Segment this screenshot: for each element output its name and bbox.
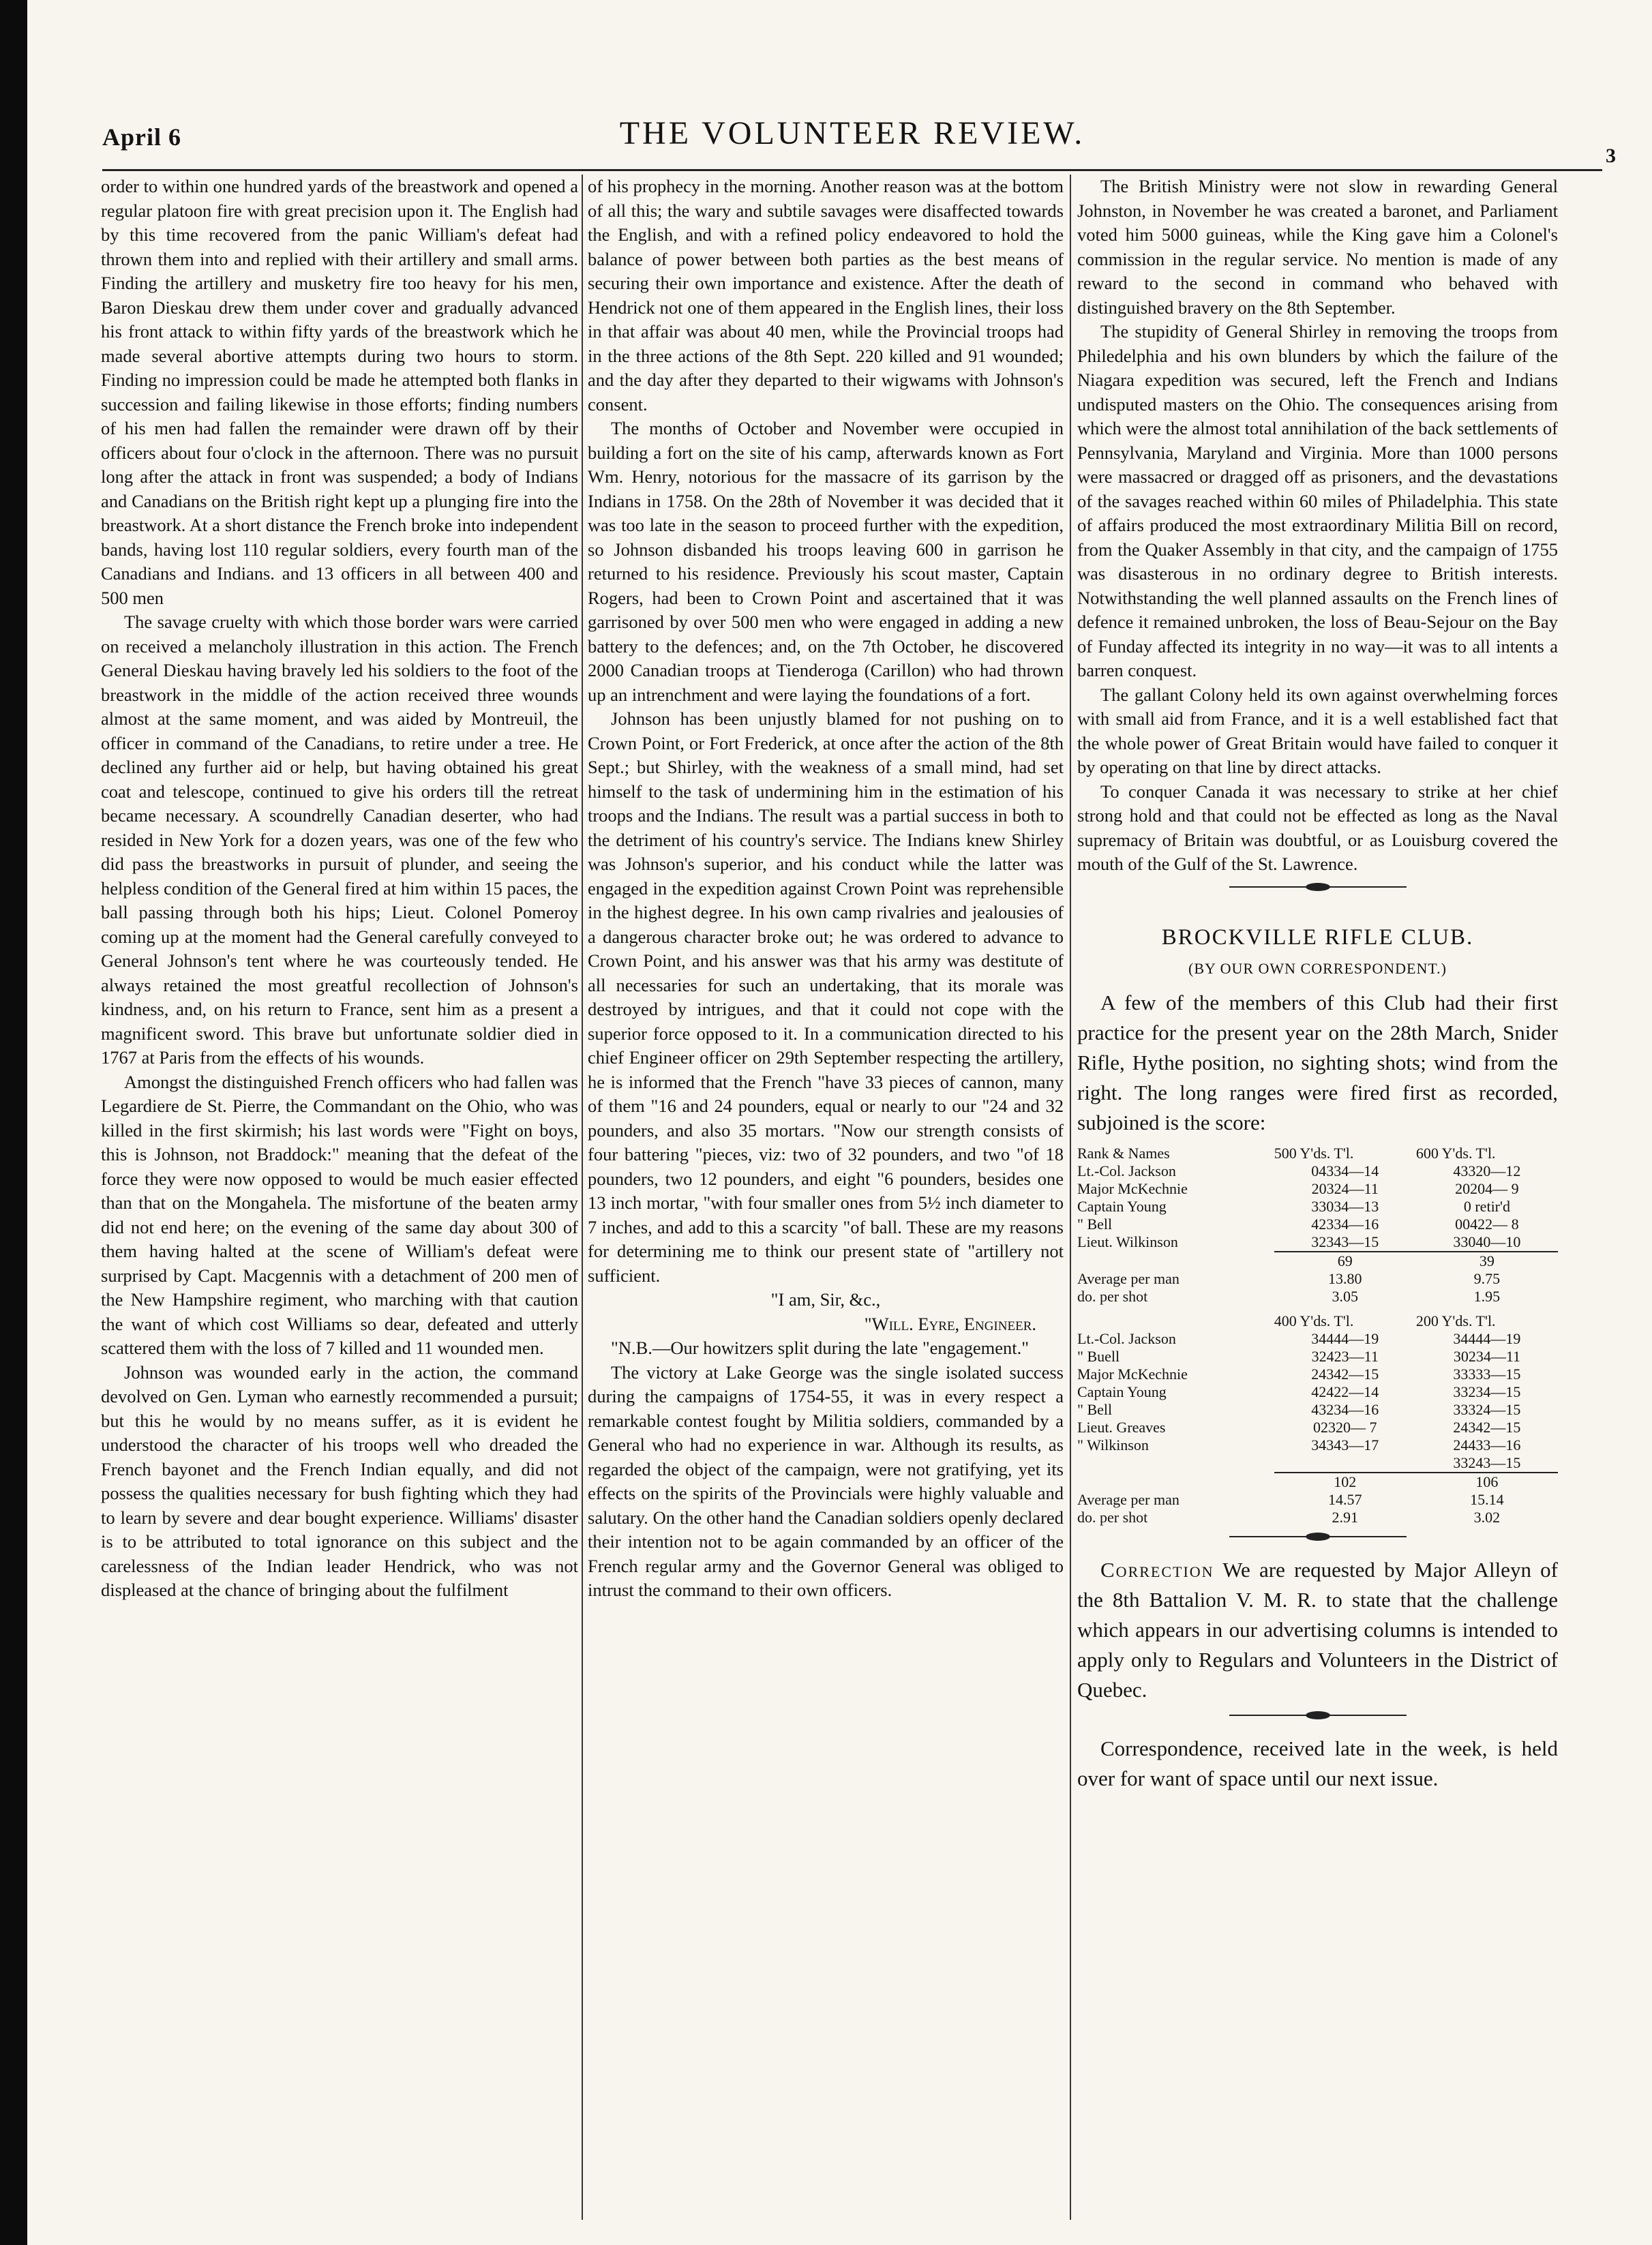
column-rule-2 [1070, 175, 1071, 2220]
table-header-row [1077, 1312, 1558, 1330]
column-1 [101, 175, 578, 2213]
correction-notice [1077, 1555, 1558, 1705]
table-row: Lt.-Col. Jackson 34444—19 34444—19 [1077, 1329, 1521, 1347]
table-average-row: Average per man 13.80 9.75 [1077, 1269, 1501, 1287]
table-row: Lieut. Wilkinson 32343—15 33040—10 [1077, 1233, 1521, 1250]
paragraph: The gallant Colony held its own against overwhelming forces with small aid from France, and it is a well established fact that the whole power of Great Britain would have failed to conquer it by operating on that line by direct attacks. [1077, 684, 1558, 777]
article-heading: BROCKVILLE RIFLE CLUB. [1161, 924, 1474, 950]
header-rule [102, 169, 1602, 171]
postscript: "N.B.—Our howitzers split during the late "engagement." [611, 1338, 1030, 1358]
paragraph: Johnson was wounded early in the action, the command devolved on Gen. Lyman who earnestly recommended a pursuit; but this he would by no means suffer, as it is evident he understood the character of his troops well who dreaded the French bayonet and the French Indian equally, and did not possess the qualities necessary for bush fighting which they had to learn by severe and dear bought experience. Williams' disaster is to be attributed to total ignorance on this subject and the carelessness of the Indian leader Hendrick, who was not displeased at the chance of bringing about the fulfilment [101, 1361, 578, 1600]
paragraph: To conquer Canada it was necessary to strike at her chief strong hold and that could not be effected as long as the Naval supremacy of Britain was doubtful, or as Louisburg covered the mouth of the Gulf of the St. Lawrence. [1077, 781, 1558, 874]
page-number: 3 [1606, 145, 1616, 167]
column-header: 400 Y'ds. T'l. [1274, 1312, 1354, 1329]
table-total-row: 102 106 [1077, 1473, 1558, 1491]
paragraph: Amongst the distinguished French officers who had fallen was Legardiere de St. Pierre, the Commandant on the Ohio, who was killed in the first skirmish; his last words were "Fight on boys, this is Johnson, not Braddock:" meaning that the defeat of the force they were now opposed to would be much easier effected than that on the Mongahela. The misfortune of the beaten army did not end here; on the evening of the same day about 300 of them having halted at the scene of William's defeat were surprised by Capt. Macgennis with a detachment of 200 men of the New Hampshire regiment, who marching with that caution the want of which cost Williams so dear, defeated and utterly scattered them with the loss of 7 killed and 11 wounded men. [101, 1071, 578, 1358]
column-header: 200 Y'ds. T'l. [1415, 1312, 1496, 1329]
table-row: Captain Young 33034—13 0 retir'd [1077, 1197, 1510, 1215]
table-row: " Bell 43234—16 33324—15 [1077, 1400, 1521, 1418]
section-divider [1229, 1536, 1407, 1537]
section-divider [1229, 1715, 1407, 1716]
page-edge-shadow [0, 0, 27, 2245]
article-byline: (BY OUR OWN CORRESPONDENT.) [1188, 960, 1447, 977]
column-rule-1 [582, 175, 583, 2220]
paragraph: order to within one hundred yards of the breastwork and opened a regular platoon fire with great precision upon it. The English had by this time recovered from the panic William's defeat had thrown them into and replied with their artillery and small arms. Finding the artillery and musketry fire too heavy for his men, Baron Dieskau drew them under cover and gradually advanced his front attack to within fifty yards of the breastwork which he made several abortive attempts during two hours to storm. Finding no impression could be made he attempted both flanks in succession and failing likewise in those efforts; finding numbers of his men had fallen the remainder were drawn off by their officers about four o'clock in the afternoon. There was no pursuit long after the attack in front was suspended; a body of Indians and Canadians on the British right kept up a plunging fire into the breastwork. At a short distance the French broke into independent bands, having lost 110 regular soldiers, every fourth man of the Canadians and Indians. and 13 officers in all between 400 and 500 men [101, 176, 578, 608]
table-row: " Buell 32423—11 30234—11 [1077, 1347, 1521, 1365]
paragraph: The British Ministry were not slow in rewarding General Johnston, in November he was created a baronet, and Parliament voted him 5000 guineas, while the King gave him a Colonel's commission in the regular service. No mention is made of any reward to the second in command who behaved with distinguished bravery on the 8th September. [1077, 176, 1558, 318]
correction-text: We are requested by Major Alleyn of the 8th Battalion V. M. R. to state that the challenge which appears in our advertising columns is intended to apply only to Regulars and Volunteers in the District of Quebec. [1077, 1557, 1558, 1702]
letter-signature: "Will. Eyre, Engineer. [864, 1313, 1036, 1334]
table-header-row [1077, 1145, 1558, 1162]
table-row: Major McKechnie 24342—15 33333—15 [1077, 1365, 1521, 1383]
paragraph: The months of October and November were occupied in building a fort on the site of his camp, afterwards known as Fort Wm. Henry, notorious for the massacre of its garrison by the Indians in 1758. On the 28th of November it was decided that it was too late in the season to proceed further with the expedition, so Johnson disbanded his troops leaving 600 in garrison he returned to his residence. Previously his scout master, Captain Rogers, had been to Crown Point and ascertained that it was garrisoned by over 500 men who were engaged in adding a new battery to the defences; and, on the 7th October, he discovered 2000 Canadian troops at Tienderoga (Carillon) who had thrown up an intrenchment and were laying the foundations of a fort. [588, 418, 1064, 705]
column-header [1077, 1312, 1274, 1330]
paragraph: The stupidity of General Shirley in removing the troops from Philedelphia and his own blunders by which the failure of the Niagara expedition was secured, left the French and Indians undisputed masters on the Ohio. The consequences arising from which were the almost total annihilation of the back settlements of Pennsylvania, Maryland and Virginia. More than 1000 persons were massacred or dragged off as prisoners, and the devastations of the savages reached within 60 miles of Philadelphia. This state of affairs produced the most extraordinary Militia Bill on record, from the Quaker Assembly in that city, and the campaign of 1755 was disasterous in no ordinary degree to British interests. Notwithstanding the well planned assaults on the French lines of defence it remained unbroken, the loss of Beau-Sejour on the Bay of Funday affected its integrity in no way—it was to all intents a barren conquest. [1077, 321, 1558, 680]
article-intro: A few of the members of this Club had their first practice for the present year on the 28th March, Snider Rifle, Hythe position, no sighting shots; wind from the right. The long ranges were fired first as recorded, subjoined is the score: [1077, 990, 1558, 1134]
issue-date: April 6 [102, 123, 182, 151]
column-header: 600 Y'ds. T'l. [1415, 1144, 1496, 1162]
table-row: " Wilkinson 34343—17 24433—16 [1077, 1436, 1521, 1453]
column-2 [588, 175, 1064, 2213]
table-average-row: do. per shot 2.91 3.02 [1077, 1508, 1501, 1526]
correction-label: Correction [1100, 1557, 1214, 1582]
score-table-short-range [1077, 1312, 1558, 1526]
paragraph: The victory at Lake George was the single isolated success during the campaigns of 1754-55, it was in every respect a remarkable contest fought by Militia soldiers, commanded by a General who had no experience in war. Although its results, as regarded the object of the campaign, were not gratifying, yet its effects on the spirits of the Provincials were highly valuable and salutary. On the other hand the Canadian soldiers openly declared their intention not to be again commanded by an officer of the French regular army and the Governor General was obliged to intrust the command to their own officers. [588, 1361, 1064, 1600]
table-average-row: Average per man 14.57 15.14 [1077, 1490, 1504, 1508]
table-row: 33243—15 [1453, 1453, 1521, 1471]
table-row: Captain Young 42422—14 33234—15 [1077, 1383, 1521, 1400]
letter-closing: "I am, Sir, &c., [770, 1289, 881, 1310]
paragraph: of his prophecy in the morning. Another reason was at the bottom of all this; the wary and subtile savages were disaffected towards the English, and with a refined policy endeavored to hold the balance of power between both parties as the best means of securing their own importance and existence. After the death of Hendrick not one of them appeared in the English lines, their loss in that affair was about 40 men, while the Provincial troops had in the three actions of the 8th Sept. 220 killed and 91 wounded; and the day after they departed to their wigwams with Johnson's consent. [588, 176, 1064, 415]
score-table-long-range [1077, 1145, 1558, 1306]
paragraph: The savage cruelty with which those border wars were carried on received a melancholy illustration in this action. The French General Dieskau having bravely led his soldiers to the foot of the breastwork in the middle of the action received three wounds almost at the same moment, and was aided by Montreuil, the officer in command of the Canadians, to retire under a tree. He declined any further aid or help, but having obtained his great coat and telescope, continued to give his orders till the retreat became necessary. A scoundrelly Canadian deserter, who had resided in New York for a dozen years, was one of the few who did pass the breastworks in pursuit of plunder, and seeing the helpless condition of the General fired at him within 15 paces, the ball passing through both his hips; Lieut. Colonel Pomeroy coming up at the moment had the General carefully conveyed to General Johnson's tent where he was courteously tended. He always retained the most greatful recollection of Johnson's kindness, and, on his return to France, sent him as a present a magnificent sword. This brave but unfortunate soldier died in 1767 at Paris from the effects of his wounds. [101, 612, 578, 1068]
column-header: 500 Y'ds. T'l. [1274, 1144, 1354, 1162]
column-3 [1077, 175, 1558, 2213]
table-row: Lieut. Greaves 02320— 7 24342—15 [1077, 1418, 1521, 1436]
table-row: Lt.-Col. Jackson 04334—14 43320—12 [1077, 1162, 1521, 1179]
table-row: Major McKechnie 20324—11 20204— 9 [1077, 1179, 1519, 1197]
table-row: " Bell 42334—16 00422— 8 [1077, 1215, 1519, 1233]
table-total-row: 69 39 [1077, 1252, 1558, 1270]
correspondence-note: Correspondence, received late in the week, is held over for want of space until our next issue. [1077, 1736, 1558, 1790]
table-average-row: do. per shot 3.05 1.95 [1077, 1287, 1501, 1305]
page-header [102, 115, 1616, 167]
newspaper-title: THE VOLUNTEER REVIEW. [619, 115, 1085, 151]
column-header: Rank & Names [1077, 1144, 1170, 1162]
section-divider [1229, 886, 1407, 888]
paragraph: Johnson has been unjustly blamed for not pushing on to Crown Point, or Fort Frederick, at once after the action of the 8th Sept.; but Shirley, with the weakness of a small mind, had set himself to the task of undermining him in the estimation of his troops and the Indians. The result was a partial success in both to the detriment of his country's service. The Indians knew Shirley was Johnson's superior, and his conduct while the latter was engaged in the expedition against Crown Point was reprehensible in the highest degree. In his own camp rivalries and jealousies of a dangerous character broke out; he was ordered to advance to Crown Point, and his answer was that his army was destitute of all necessaries for such an undertaking, that its morale was destroyed by intrigues, and that it could not cope with the superior force opposed to it. In a communication directed to his chief Engineer officer on 29th September respecting the artillery, he is informed that the French "have 33 pieces of cannon, many of them "16 and 24 pounders, equal or nearly to our "24 and 32 pounders, and also 35 mortars. "Now our strength consists of four battering "pieces, viz: two of 32 pounders, and two "of 18 pounders, two 12 pounders, and eight "6 pounders, besides one 13 inch mortar, "with four smaller ones from 5½ inch diameter to 7 inches, and add to this a scarcity "of ball. These are my reasons for determining me to think our present state of "artillery not sufficient. [588, 708, 1064, 1286]
